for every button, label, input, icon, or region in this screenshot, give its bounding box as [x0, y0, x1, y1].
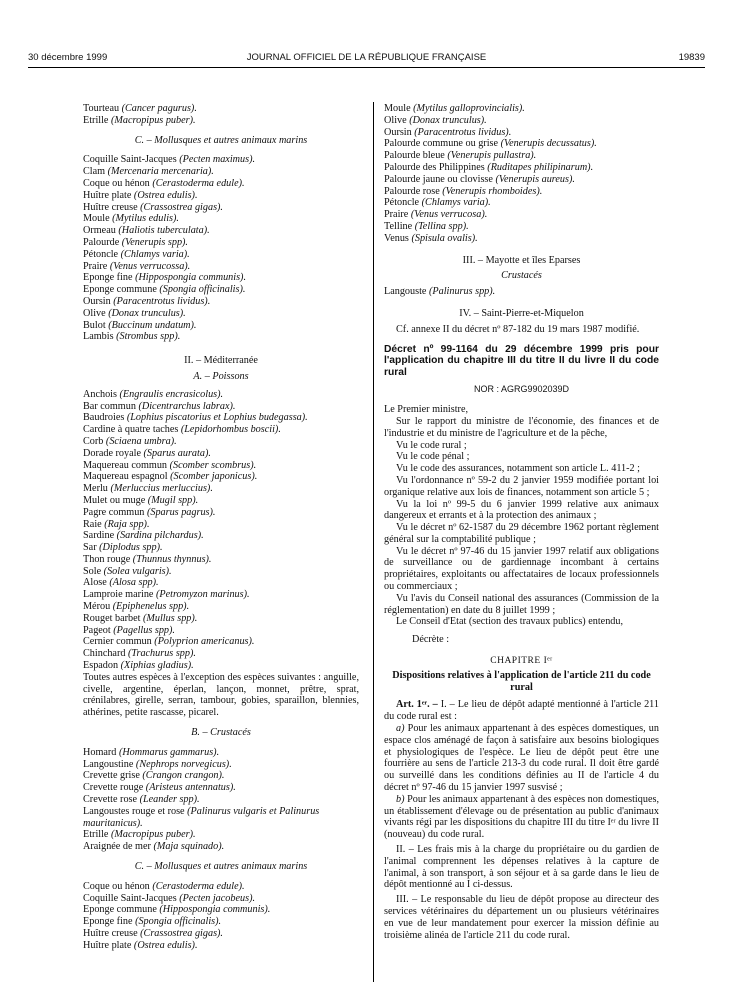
right-column — [384, 103, 659, 941]
species-list-item — [83, 601, 359, 613]
species-common-name: Telline — [384, 220, 415, 232]
species-list-item — [83, 636, 359, 648]
species-latin-name: (Xiphias gladius). — [120, 660, 194, 672]
species-list-item — [384, 286, 659, 298]
decree-visa: Vu le code des assurances, notamment son article L. 411-2 ; — [396, 463, 641, 475]
species-list-item — [83, 577, 359, 589]
species-common-name: Maquereau espagnol — [83, 471, 171, 483]
section-heading-mayotte: III. – Mayotte et îles Eparses — [462, 254, 581, 266]
decree-title: Décret nº 99-1164 du 29 décembre 1999 pris pour l'application du chapitre III du titre II du livre II du code rural — [384, 343, 659, 378]
species-list-item — [83, 507, 359, 519]
species-list-item — [384, 103, 659, 115]
species-common-name: Dorade royale — [83, 447, 144, 459]
species-latin-name: (Cerastoderma edule). — [152, 880, 245, 892]
species-common-name: Sardine — [83, 530, 117, 542]
species-list-item — [83, 940, 359, 952]
species-common-name: Pétoncle — [83, 248, 121, 260]
species-common-name: Etrille — [83, 829, 112, 841]
species-list-item — [384, 115, 659, 127]
species-latin-name: (Strombus spp). — [116, 331, 181, 343]
species-common-name: Anchois — [83, 388, 120, 400]
species-latin-name: (Polyprion americanus). — [154, 636, 255, 648]
species-list-item — [83, 213, 359, 225]
list-mollusques-cont — [384, 103, 659, 245]
species-common-name: Mérou — [83, 601, 113, 613]
section-heading-poissons: A. – Poissons — [193, 370, 249, 382]
list-mayotte — [384, 286, 659, 298]
species-list-item — [83, 660, 359, 672]
species-latin-name: (Mugil spp). — [147, 494, 199, 506]
species-list-item — [83, 331, 359, 343]
species-common-name: Etrille — [83, 114, 112, 126]
species-common-name: Crevette grise — [83, 770, 143, 782]
species-common-name: Huître plate — [83, 939, 134, 951]
article-1-b — [384, 794, 659, 841]
species-list-item — [83, 401, 359, 413]
species-common-name: Olive — [83, 307, 109, 319]
species-list-item — [83, 747, 359, 759]
species-list-item — [83, 190, 359, 202]
species-list-item — [384, 197, 659, 209]
species-list-item — [83, 103, 359, 115]
species-list-item — [83, 625, 359, 637]
species-latin-name: (Pecten maximus). — [179, 154, 256, 166]
species-latin-name: (Trachurus spp). — [127, 648, 196, 660]
species-latin-name: (Dicentrarchus labrax). — [138, 400, 236, 412]
species-list-item — [83, 928, 359, 940]
chapter-heading: CHAPITRE Iᵉʳ — [490, 656, 553, 667]
species-latin-name: (Sciaena umbra). — [105, 435, 177, 447]
species-latin-name: (Venus verrucosa). — [410, 209, 488, 221]
species-common-name: Oursin — [384, 126, 415, 138]
species-latin-name: (Donax trunculus). — [409, 114, 487, 126]
species-list-item — [83, 916, 359, 928]
list-mollusques — [83, 154, 359, 343]
species-latin-name: (Pecten jacobeus). — [179, 892, 256, 904]
species-list-item — [83, 471, 359, 483]
species-common-name: Cernier commun — [83, 636, 155, 648]
header-title: JOURNAL OFFICIEL DE LA RÉPUBLIQUE FRANÇAISE — [246, 52, 487, 63]
species-latin-name: (Hippospongia communis). — [159, 904, 271, 916]
species-latin-name: (Sparus pagrus). — [146, 506, 216, 518]
species-common-name: Pagre commun — [83, 506, 147, 518]
decree-visa: Vu le code rural ; — [396, 439, 467, 451]
species-latin-name: (Chlamys varia). — [120, 248, 190, 260]
species-latin-name: (Crassostrea gigas). — [140, 928, 223, 939]
species-latin-name: (Diplodus spp). — [99, 542, 163, 554]
species-common-name: Merlu — [83, 483, 111, 495]
species-common-name: Homard — [83, 746, 119, 758]
species-latin-name: (Epiphenelus spp). — [112, 601, 190, 613]
species-list-item — [83, 296, 359, 308]
species-common-name: Coquille Saint-Jacques — [83, 154, 180, 166]
species-list-item — [83, 460, 359, 472]
species-common-name: Langoustes rouge et rose — [83, 805, 188, 817]
species-latin-name: (Cancer pagurus). — [121, 103, 197, 114]
species-common-name: Eponge fine — [83, 272, 136, 284]
species-latin-name: (Venerupis spp). — [121, 236, 188, 248]
species-list-item — [83, 759, 359, 771]
species-latin-name: (Tellina spp). — [414, 220, 469, 232]
species-latin-name: (Donax trunculus). — [108, 307, 186, 319]
article-1-ii: II. – Les frais mis à la charge du propriétaire ou du gardien de l'animal comprennent les dépenses relatives à la capture de l'animal, à son transport, à son séjour et à sa garde dans le lieu de dépôt mentionné au I ci-dessus. — [384, 844, 659, 891]
species-latin-name: (Buccinum undatum). — [108, 319, 197, 331]
header-page-number: 19839 — [678, 52, 705, 63]
species-latin-name: (Merluccius merluccius). — [110, 483, 213, 495]
species-common-name: Crevette rouge — [83, 782, 146, 794]
species-latin-name: (Solea vulgaris). — [103, 565, 172, 577]
species-list-item — [83, 154, 359, 166]
species-list-item — [83, 308, 359, 320]
species-latin-name: (Aristeus antennatus). — [145, 782, 236, 794]
species-list-item — [83, 794, 359, 806]
species-latin-name: (Leander spp). — [139, 794, 200, 806]
species-common-name: Huître plate — [83, 189, 134, 201]
decree-visas — [384, 416, 659, 628]
species-list-item — [384, 127, 659, 139]
species-common-name: Lamproie marine — [83, 589, 156, 601]
species-common-name: Moule — [384, 103, 414, 114]
species-common-name: Praire — [384, 209, 411, 221]
species-list-item — [83, 249, 359, 261]
column-divider — [373, 102, 374, 982]
species-latin-name: (Scomber scombrus). — [169, 459, 257, 471]
saint-pierre-text: Cf. annexe II du décret nº 87-182 du 19 mars 1987 modifié. — [396, 323, 640, 335]
decree-visa: Vu la loi nº 99-5 du 6 janvier 1999 relative aux animaux dangereux et errants et à la protection des animaux ; — [384, 498, 659, 522]
species-common-name: Araignée de mer — [83, 841, 154, 853]
species-latin-name: (Alosa spp). — [109, 577, 159, 589]
section-heading-mollusques-2: C. – Mollusques et autres animaux marins — [134, 861, 308, 873]
species-common-name: Coque ou hénon — [83, 177, 153, 189]
species-latin-name: (Maja squinado). — [153, 841, 225, 853]
species-latin-name: (Haliotis tuberculata). — [118, 225, 210, 237]
article-1-a-text: Pour les animaux appartenant à des espèces domestiques, un espace clos aménagé de façon à satisfaire aux besoins biologiques et physiologiques de l'espèce. Le lieu de dépôt peut être une fourrière au sens de l'article 213-3 du code rural. Il doit être gardé ou surveillé dans les conditions définies au II de l'article 4 du décret nº 97-46 du 15 janvier 1997 susvisé ; — [384, 723, 659, 794]
species-latin-name: (Mullus spp). — [142, 612, 198, 624]
decree-visa: Vu l'ordonnance nº 59-2 du 2 janvier 1959 modifiée portant loi organique relative aux lois de finances, notamment son article 5 ; — [384, 474, 659, 498]
article-1-b-label: b) — [396, 793, 405, 805]
species-common-name: Espadon — [83, 660, 121, 672]
species-latin-name: (Spisula ovalis). — [411, 232, 478, 244]
species-list-item — [83, 424, 359, 436]
species-common-name: Ormeau — [83, 225, 119, 237]
species-list-item — [384, 150, 659, 162]
species-list-item — [83, 613, 359, 625]
species-common-name: Thon rouge — [83, 553, 133, 565]
species-list-item — [384, 138, 659, 150]
species-latin-name: (Paracentrotus lividus). — [414, 126, 512, 138]
section-heading-saint-pierre: IV. – Saint-Pierre-et-Miquelon — [459, 307, 584, 319]
species-list-item — [83, 436, 359, 448]
species-list-item — [83, 284, 359, 296]
species-list-item — [83, 166, 359, 178]
species-list-item — [83, 782, 359, 794]
species-latin-name: (Raja spp). — [104, 518, 150, 530]
species-common-name: Palourde rose — [384, 185, 443, 197]
species-list-item — [83, 495, 359, 507]
decree-nor: NOR : AGRG9902039D — [473, 384, 570, 395]
species-common-name: Sar — [83, 542, 100, 554]
species-latin-name: (Ostrea edulis). — [133, 939, 198, 951]
species-common-name: Clam — [83, 166, 108, 178]
list-poissons — [83, 389, 359, 672]
species-latin-name: (Nephrops norvegicus). — [135, 758, 232, 770]
species-latin-name: (Ostrea edulis). — [133, 189, 198, 201]
species-common-name: Eponge commune — [83, 284, 160, 296]
species-list-item — [83, 202, 359, 214]
species-latin-name: (Crassostrea gigas). — [140, 201, 223, 213]
species-common-name: Coque ou hénon — [83, 880, 153, 892]
left-column — [83, 103, 359, 952]
decree-visa: Vu le code pénal ; — [396, 451, 470, 463]
species-common-name: Cardine à quatre taches — [83, 424, 181, 436]
chapter-title: Dispositions relatives à l'application de l'article 211 du code rural — [392, 669, 651, 693]
species-list-item — [384, 174, 659, 186]
species-common-name: Eponge commune — [83, 904, 160, 916]
species-common-name: Eponge fine — [83, 916, 136, 928]
species-common-name: Olive — [384, 114, 410, 126]
species-latin-name: (Pagellus spp). — [113, 624, 175, 636]
header-date: 30 décembre 1999 — [28, 52, 108, 63]
species-common-name: Crevette rose — [83, 794, 140, 806]
species-common-name: Corb — [83, 435, 106, 447]
decree-visa: Vu le décret nº 62-1587 du 29 décembre 1962 portant règlement général sur la comptabilité publique ; — [384, 522, 659, 545]
species-list-item — [83, 320, 359, 332]
species-list-item — [384, 233, 659, 245]
list-top-entries — [83, 103, 359, 127]
species-list-item — [83, 881, 359, 893]
species-latin-name: (Spongia officinalis). — [135, 916, 222, 928]
header-rule — [28, 67, 705, 68]
species-list-item — [83, 829, 359, 841]
species-common-name: Sole — [83, 565, 104, 577]
section-heading-mediterranee: II. – Méditerranée — [184, 355, 258, 367]
species-list-item — [83, 589, 359, 601]
species-list-item — [83, 542, 359, 554]
species-common-name: Oursin — [83, 295, 114, 307]
species-common-name: Palourde bleue — [384, 150, 448, 162]
article-1-intro — [384, 699, 659, 723]
species-list-item — [83, 554, 359, 566]
species-latin-name: (Palinurus spp). — [428, 286, 496, 298]
species-list-item — [83, 272, 359, 284]
article-1-a — [384, 723, 659, 794]
species-latin-name: (Venus verrucossa). — [109, 260, 191, 272]
species-latin-name: (Sparus aurata). — [143, 447, 211, 459]
species-common-name: Pétoncle — [384, 197, 422, 209]
section-heading-crustaces: B. – Crustacés — [191, 727, 251, 739]
species-latin-name: (Sardina pilchardus). — [116, 530, 204, 542]
species-latin-name: (Macropipus puber). — [111, 829, 196, 841]
species-latin-name: (Hippospongia communis). — [135, 272, 246, 284]
species-common-name: Moule — [83, 213, 113, 225]
species-latin-name: (Lepidorhombus boscii). — [180, 424, 281, 436]
page-header — [28, 52, 705, 66]
list-mollusques-2 — [83, 881, 359, 952]
species-list-item — [83, 530, 359, 542]
species-list-item — [83, 841, 359, 853]
species-list-item — [384, 186, 659, 198]
species-latin-name: (Palinurus vulgaris et Palinurus mauritanicus). — [83, 805, 320, 829]
species-list-item — [384, 209, 659, 221]
species-latin-name: (Ruditapes philipinarum). — [487, 161, 594, 173]
species-list-item — [83, 115, 359, 127]
species-list-item — [83, 412, 359, 424]
species-latin-name: (Mytilus edulis). — [112, 213, 179, 225]
species-common-name: Praire — [83, 260, 110, 272]
species-latin-name: (Thunnus thynnus). — [132, 553, 212, 565]
species-latin-name: (Venerupis aureus). — [495, 173, 575, 185]
species-latin-name: (Cerastoderma edule). — [152, 177, 245, 189]
article-1-intro-text: I. – Le lieu de dépôt adapté mentionné à l'article 211 du code rural est : — [384, 699, 659, 723]
decree-visa: Sur le rapport du ministre de l'économie, des finances et de l'industrie et du ministre de l'agriculture et de la pêche, — [384, 415, 659, 439]
article-1-b-text: Pour les animaux appartenant à des espèces non domestiques, un établissement d'élevage ou de présentation au public d'animaux vivants régi par les dispositions du chapitre III du titre Iᵉʳ du livre II (nouveau) du code rural. — [384, 793, 660, 841]
species-list-item — [384, 221, 659, 233]
species-common-name: Langouste — [384, 286, 429, 298]
species-list-item — [83, 448, 359, 460]
species-common-name: Venus — [384, 232, 412, 244]
species-list-item — [83, 904, 359, 916]
species-list-item — [83, 806, 359, 830]
species-latin-name: (Petromyzon marinus). — [155, 589, 250, 601]
species-latin-name: (Hommarus gammarus). — [118, 746, 220, 758]
species-common-name: Bar commun — [83, 400, 139, 412]
species-latin-name: (Scomber japonicus). — [170, 471, 258, 483]
decree-visa: Vu le décret nº 97-46 du 15 janvier 1997 relatif aux obligations de surveillance ou de gardiennage incombant à certains propriétaires, exploitants ou affectataires de locaux professionnels ou commerciaux ; — [384, 545, 659, 593]
species-list-item — [83, 261, 359, 273]
species-common-name: Raie — [83, 518, 105, 530]
species-list-item — [83, 770, 359, 782]
species-list-item — [384, 162, 659, 174]
species-latin-name: (Venerupis pullastra). — [447, 150, 537, 162]
species-common-name: Chinchard — [83, 648, 128, 660]
species-latin-name: (Mercenaria mercenaria). — [107, 166, 214, 178]
species-common-name: Rouget barbet — [83, 612, 143, 624]
species-common-name: Pageot — [83, 624, 114, 636]
decree-visa: Vu l'avis du Conseil national des assurances (Commission de la réglementation) en date du 8 juillet 1999 ; — [384, 592, 659, 616]
species-list-item — [83, 566, 359, 578]
species-common-name: Bulot — [83, 319, 109, 331]
species-list-item — [83, 178, 359, 190]
species-common-name: Alose — [83, 577, 110, 589]
species-latin-name: (Mytilus galloprovincialis). — [413, 103, 525, 114]
article-1-iii: III. – Le responsable du lieu de dépôt propose au directeur des services vétérinaires du département un ou plusieurs vétérinaires en vue de leur mandatement pour exercer la mission définie au troisième alinéa de l'article 211 du code rural. — [384, 894, 659, 941]
poissons-note: Toutes autres espèces à l'exception des espèces suivantes : anguille, civelle, argentine, éperlan, lançon, monnet, prêtre, sprat, crénilabres, girelle, serran, tambour, gobies, sparaillon, blennies, athérines, petite rascasse, picarel. — [83, 671, 359, 719]
species-list-item — [83, 519, 359, 531]
species-common-name: Baudroies — [83, 412, 127, 424]
species-common-name: Tourteau — [83, 103, 122, 114]
species-list-item — [83, 893, 359, 905]
section-heading-mollusques: C. – Mollusques et autres animaux marins — [134, 134, 308, 146]
species-common-name: Huître creuse — [83, 928, 141, 939]
species-latin-name: (Spongia officinalis). — [159, 284, 246, 296]
species-common-name: Huître creuse — [83, 201, 141, 213]
decree-premier: Le Premier ministre, — [384, 404, 469, 416]
species-common-name: Maquereau commun — [83, 459, 170, 471]
species-latin-name: (Paracentrotus lividus). — [113, 295, 211, 307]
species-common-name: Palourde — [83, 236, 122, 248]
species-common-name: Palourde jaune ou clovisse — [384, 173, 496, 185]
species-common-name: Langoustine — [83, 758, 136, 770]
species-common-name: Palourde des Philippines — [384, 161, 488, 173]
species-common-name: Coquille Saint-Jacques — [83, 892, 180, 904]
species-latin-name: (Venerupis decussatus). — [500, 138, 597, 150]
list-crustaces — [83, 747, 359, 853]
species-list-item — [83, 237, 359, 249]
species-list-item — [83, 225, 359, 237]
article-1-label: Art. 1ᵉʳ. – — [396, 699, 438, 711]
species-latin-name: (Macropipus puber). — [111, 114, 196, 126]
species-latin-name: (Engraulis encrasicolus). — [119, 388, 224, 400]
species-list-item — [83, 483, 359, 495]
article-1-a-label: a) — [396, 723, 405, 735]
species-latin-name: (Venerupis rhomboides). — [442, 185, 543, 197]
species-latin-name: (Crangon crangon). — [142, 770, 225, 782]
species-latin-name: (Lophius piscatorius et Lophius budegassa). — [126, 412, 308, 424]
decree-decrete: Décrète : — [412, 634, 450, 646]
species-list-item — [83, 648, 359, 660]
species-common-name: Lambis — [83, 331, 117, 343]
section-subheading-crustaces: Crustacés — [501, 270, 542, 282]
species-list-item — [83, 389, 359, 401]
species-latin-name: (Chlamys varia). — [421, 197, 491, 209]
species-common-name: Palourde commune ou grise — [384, 138, 501, 150]
decree-visa: Le Conseil d'Etat (section des travaux publics) entendu, — [396, 616, 624, 628]
species-common-name: Mulet ou muge — [83, 494, 148, 506]
